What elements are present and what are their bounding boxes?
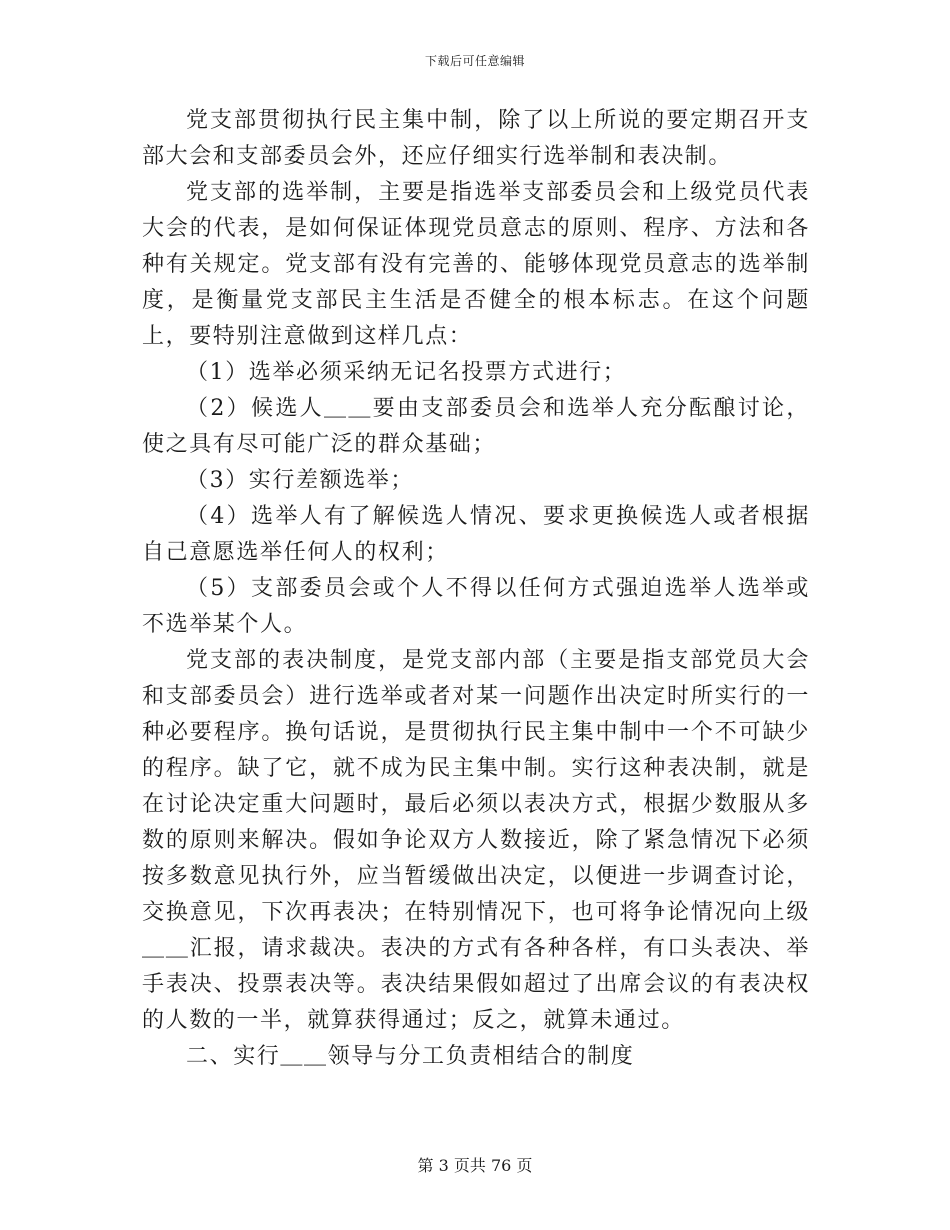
list-item: （3）实行差额选举； (186, 468, 414, 493)
section-heading: 二、实行＿＿领导与分工负责相结合的制度 (186, 1044, 635, 1069)
list-item: （2）候选人＿＿要由支部委员会和选举人充分酝酿讨论，使之具有尽可能广泛的群众基础； (142, 396, 810, 457)
paragraph: 党支部的选举制，主要是指选举支部委员会和上级党员代表大会的代表，是如何保证体现党员意志的原则、程序、方法和各种有关规定。党支部有没有完善的、能够体现党员意志的选举制度，是衡量党支部民主生活是否健全的根本标志。在这个问题上，要特别注意做到这样几点： (142, 180, 810, 349)
page-number: 第 3 页共 76 页 (417, 1156, 533, 1175)
list-item: （1）选举必须采纳无记名投票方式进行； (186, 360, 627, 385)
list-item: （5）支部委员会或个人不得以任何方式强迫选举人选举或不选举某个人。 (142, 576, 810, 637)
page-header: 下载后可任意编辑 (424, 54, 525, 68)
paragraph: 党支部的表决制度，是党支部内部（主要是指支部党员大会和支部委员会）进行选举或者对某一问题作出决定时所实行的一种必要程序。换句话说，是贯彻执行民主集中制中一个不可缺少的程序。缺了它，就不成为民主集中制。实行这种表决制，就是在讨论决定重大问题时，最后必须以表决方式，根据少数服从多数的原则来解决。假如争论双方人数接近，除了紧急情况下必须按多数意见执行外，应当暂缓做出决定，以便进一步调查讨论，交换意见，下次再表决；在特别情况下，也可将争论情况向上级＿＿汇报，请求裁决。表决的方式有各种各样，有口头表决、举手表决、投票表决等。表决结果假如超过了出席会议的有表决权的人数的一半，就算获得通过；反之，就算未通过。 (142, 648, 810, 1033)
paragraph: 党支部贯彻执行民主集中制，除了以上所说的要定期召开支部大会和支部委员会外，还应仔细实行选举制和表决制。 (142, 108, 810, 169)
list-item: （4）选举人有了解候选人情况、要求更换候选人或者根据自己意愿选举任何人的权利； (142, 504, 810, 565)
document-body (142, 103, 810, 1075)
